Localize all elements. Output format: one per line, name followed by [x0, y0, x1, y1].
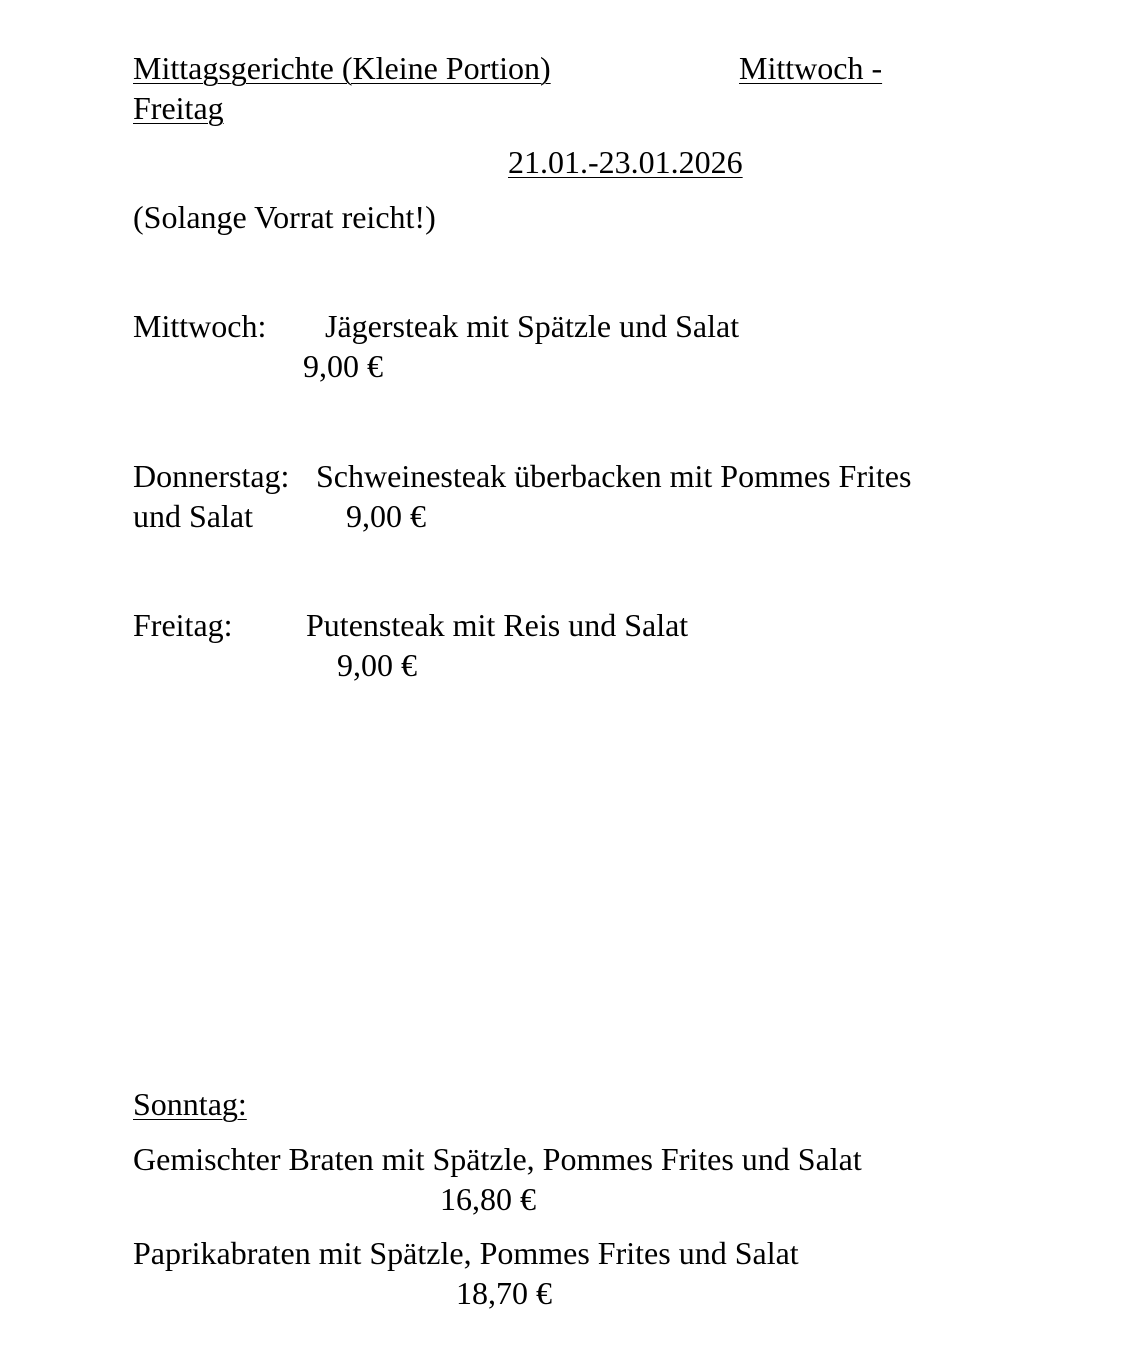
dish-donnerstag: Schweinesteak überbacken mit Pommes Frites [316, 458, 912, 494]
day-label-mittwoch: Mittwoch: [133, 308, 267, 344]
dish-mittwoch: Jägersteak mit Spätzle und Salat [325, 308, 740, 344]
sunday-heading: Sonntag: [133, 1086, 247, 1122]
day-label-donnerstag: Donnerstag: [133, 458, 290, 494]
dish-freitag: Putensteak mit Reis und Salat [306, 607, 689, 643]
price-donnerstag: 9,00 € [346, 498, 426, 534]
days-range-part2: Freitag [133, 90, 224, 126]
sunday-price-2: 18,70 € [456, 1275, 552, 1311]
title-spacer [577, 48, 737, 88]
days-range-part1: Mittwoch - [739, 50, 883, 86]
date-range: 21.01.-23.01.2026 [508, 144, 743, 180]
dish-donnerstag-continued: und Salat [133, 498, 253, 534]
sunday-price-1: 16,80 € [440, 1181, 536, 1217]
availability-note: (Solange Vorrat reicht!) [133, 199, 436, 235]
menu-title: Mittagsgerichte (Kleine Portion) [133, 50, 551, 86]
sunday-dish-2: Paprikabraten mit Spätzle, Pommes Frites und Salat [133, 1235, 799, 1271]
price-freitag: 9,00 € [337, 647, 417, 683]
day-label-freitag: Freitag: [133, 607, 233, 643]
price-mittwoch: 9,00 € [303, 348, 383, 384]
sunday-dish-1: Gemischter Braten mit Spätzle, Pommes Frites und Salat [133, 1141, 862, 1177]
